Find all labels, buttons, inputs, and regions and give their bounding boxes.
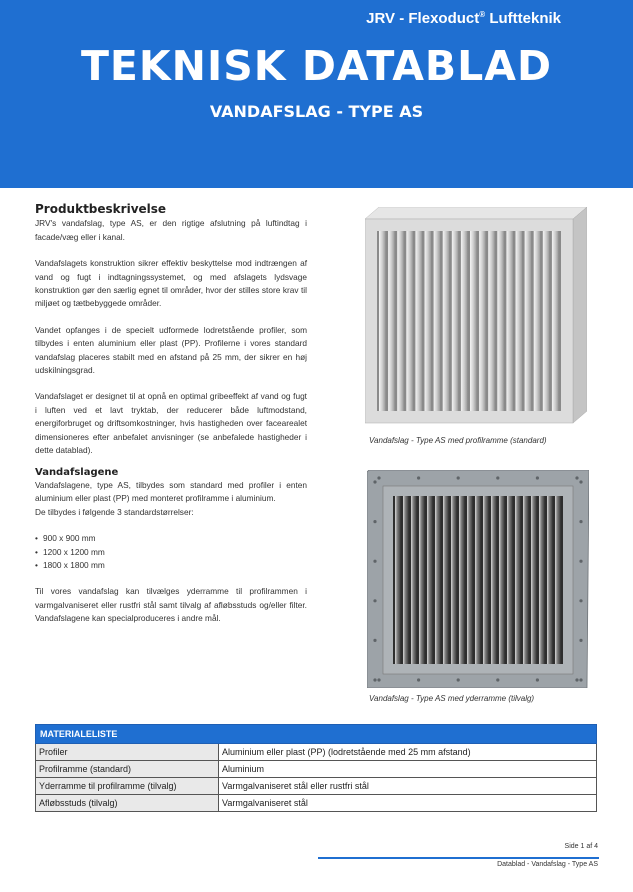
page-title: TEKNISK DATABLAD bbox=[80, 42, 553, 90]
louvre-blade bbox=[435, 496, 441, 664]
louvre-blade bbox=[479, 231, 486, 411]
table-row bbox=[36, 744, 597, 761]
frame-bolt bbox=[373, 678, 376, 681]
louvre-blade bbox=[534, 231, 541, 411]
louvre-blade bbox=[452, 231, 459, 411]
louvre-outer-frame-image bbox=[367, 470, 589, 688]
table-row bbox=[36, 761, 597, 778]
frame-bolt bbox=[575, 678, 578, 681]
frame-bolt bbox=[496, 476, 499, 479]
louvre-blade bbox=[483, 496, 489, 664]
page-subtitle: VANDAFSLAG - TYPE AS bbox=[209, 102, 424, 121]
louvre-blade bbox=[379, 231, 386, 411]
louvre-blade bbox=[388, 231, 395, 411]
brand-name: JRV - Flexoduct® Luftteknik bbox=[366, 10, 561, 27]
material-spec: Aluminium bbox=[219, 761, 597, 778]
frame-bolt bbox=[377, 476, 380, 479]
louvre-blade bbox=[488, 231, 495, 411]
louvre-blade bbox=[516, 231, 523, 411]
louvre-blade bbox=[525, 231, 532, 411]
frame-bolt bbox=[579, 480, 582, 483]
louvre-blade bbox=[419, 496, 425, 664]
louvre-blade bbox=[547, 496, 553, 664]
louvre-blade bbox=[499, 496, 505, 664]
product-paragraph: Vandet opfanges i de specielt udformede lodretstående profiler, som tilbydes i enten aluminium eller plast (PP). Profilerne i vores standard vandafslag placeres stabilt med en afstand på 25 mm, der sikrer en høj udskilningsgrad. bbox=[35, 324, 307, 376]
image-caption: Vandafslag - Type AS med yderramme (tilvalg) bbox=[369, 694, 535, 703]
materials-heading: MATERIALELISTE bbox=[36, 725, 597, 744]
frame-bolt bbox=[373, 520, 376, 523]
louvre-blade bbox=[434, 231, 441, 411]
louvre-blade bbox=[406, 231, 413, 411]
vandafslagene-outro: Til vores vandafslag kan tilvælges yderramme til profilrammen i varmgalvaniseret eller rustfri stål samt tilvalg af afløbsstuds og/eller filter. Vandafslagene kan specialproduceres i andre mål. bbox=[35, 586, 307, 624]
material-spec: Varmgalvaniseret stål bbox=[219, 795, 597, 812]
material-part: Afløbsstuds (tilvalg) bbox=[36, 795, 219, 812]
frame-bolt bbox=[496, 678, 499, 681]
material-part: Yderramme til profilramme (tilvalg) bbox=[36, 778, 219, 795]
material-spec: Aluminium eller plast (PP) (lodretstående med 25 mm afstand) bbox=[219, 744, 597, 761]
frame-bolt bbox=[579, 639, 582, 642]
frame-bolt bbox=[536, 678, 539, 681]
louvre-blade bbox=[461, 231, 468, 411]
louvre-blade bbox=[543, 231, 550, 411]
table-row bbox=[36, 778, 597, 795]
frame-bolt bbox=[417, 678, 420, 681]
louvre-blade bbox=[491, 496, 497, 664]
vandafslagene-heading: Vandafslagene bbox=[35, 466, 119, 478]
frame-bolt bbox=[579, 599, 582, 602]
list-item: • 900 x 900 mm bbox=[35, 532, 307, 545]
footer-divider bbox=[318, 857, 599, 859]
materials-table bbox=[35, 724, 597, 812]
louvre-blade bbox=[523, 496, 529, 664]
frame-bolt bbox=[457, 476, 460, 479]
louvre-blade bbox=[411, 496, 417, 664]
frame-bolt bbox=[417, 476, 420, 479]
table-row bbox=[36, 795, 597, 812]
louvre-profile-frame-image bbox=[365, 207, 587, 425]
list-item: • 1800 x 1800 mm bbox=[35, 559, 307, 572]
sizes-intro: De tilbydes i følgende 3 standardstørrelser: bbox=[35, 506, 194, 517]
louvre-blade bbox=[425, 231, 432, 411]
material-part: Profilramme (standard) bbox=[36, 761, 219, 778]
vandafslagene-intro: Vandafslagene, type AS, tilbydes som standard med profiler i enten aluminium eller plast (PP) med monteret profilramme i aluminium. bbox=[35, 479, 307, 504]
louvre-blade bbox=[451, 496, 457, 664]
frame-bolt bbox=[373, 560, 376, 563]
frame-bolt bbox=[579, 520, 582, 523]
frame-bolt bbox=[536, 476, 539, 479]
material-spec: Varmgalvaniseret stål eller rustfri stål bbox=[219, 778, 597, 795]
louvre-blade bbox=[539, 496, 545, 664]
frame-bolt bbox=[457, 678, 460, 681]
louvre-blade bbox=[552, 231, 559, 411]
louvre-blade bbox=[515, 496, 521, 664]
product-heading: Produktbeskrivelse bbox=[35, 202, 167, 216]
louvre-blade bbox=[507, 496, 513, 664]
louvre-blade bbox=[395, 496, 401, 664]
list-item: • 1200 x 1200 mm bbox=[35, 546, 307, 559]
louvre-blade bbox=[475, 496, 481, 664]
frame-bolt bbox=[373, 599, 376, 602]
image-caption: Vandafslag - Type AS med profilramme (standard) bbox=[369, 436, 547, 445]
louvre-blade bbox=[470, 231, 477, 411]
header-banner bbox=[0, 0, 633, 188]
louvre-blade bbox=[531, 496, 537, 664]
frame-bolt bbox=[575, 476, 578, 479]
frame-bolt bbox=[377, 678, 380, 681]
product-paragraph: JRV's vandafslag, type AS, er den rigtige afslutning på luftindtag i facade/væg eller i kanal. bbox=[35, 218, 307, 242]
material-part: Profiler bbox=[36, 744, 219, 761]
louvre-blade bbox=[467, 496, 473, 664]
louvre-blade bbox=[506, 231, 513, 411]
page-number: Side 1 af 4 bbox=[564, 843, 598, 850]
louvre-blade bbox=[427, 496, 433, 664]
frame-bolt bbox=[373, 480, 376, 483]
louvre-blade bbox=[397, 231, 404, 411]
louvre-blade bbox=[443, 496, 449, 664]
product-paragraph: Vandafslaget er designet til at opnå en optimal gribeeffekt af vand og fugt i luften ved et lavt tryktab, der reducerer både luftmodstand, energiforbruget og driftsomkostninger, hvis hastigheden over facearealet dimensioneres efter anbefalet anvisninger (se anbefalede hastigheder i dette datablad). bbox=[35, 391, 307, 456]
sizes-list bbox=[35, 532, 307, 572]
frame-bolt bbox=[373, 639, 376, 642]
frame-bolt bbox=[579, 678, 582, 681]
louvre-blade bbox=[497, 231, 504, 411]
louvre-blade bbox=[443, 231, 450, 411]
footer-doc-title: Datablad - Vandafslag - Type AS bbox=[497, 861, 598, 868]
frame-bolt bbox=[579, 560, 582, 563]
louvre-blade bbox=[555, 496, 561, 664]
louvre-blade bbox=[459, 496, 465, 664]
louvre-blade bbox=[415, 231, 422, 411]
louvre-blade bbox=[403, 496, 409, 664]
description-column bbox=[35, 203, 307, 626]
product-paragraph: Vandafslagets konstruktion sikrer effektiv beskyttelse mod indtrængen af vand og fugt i indtagningssystemet, og med afslagets lydsvage konstruktion gør den særlig egnet til områder, hvor der stilles store krav til miljøet og tætbebyggede områder. bbox=[35, 258, 307, 309]
